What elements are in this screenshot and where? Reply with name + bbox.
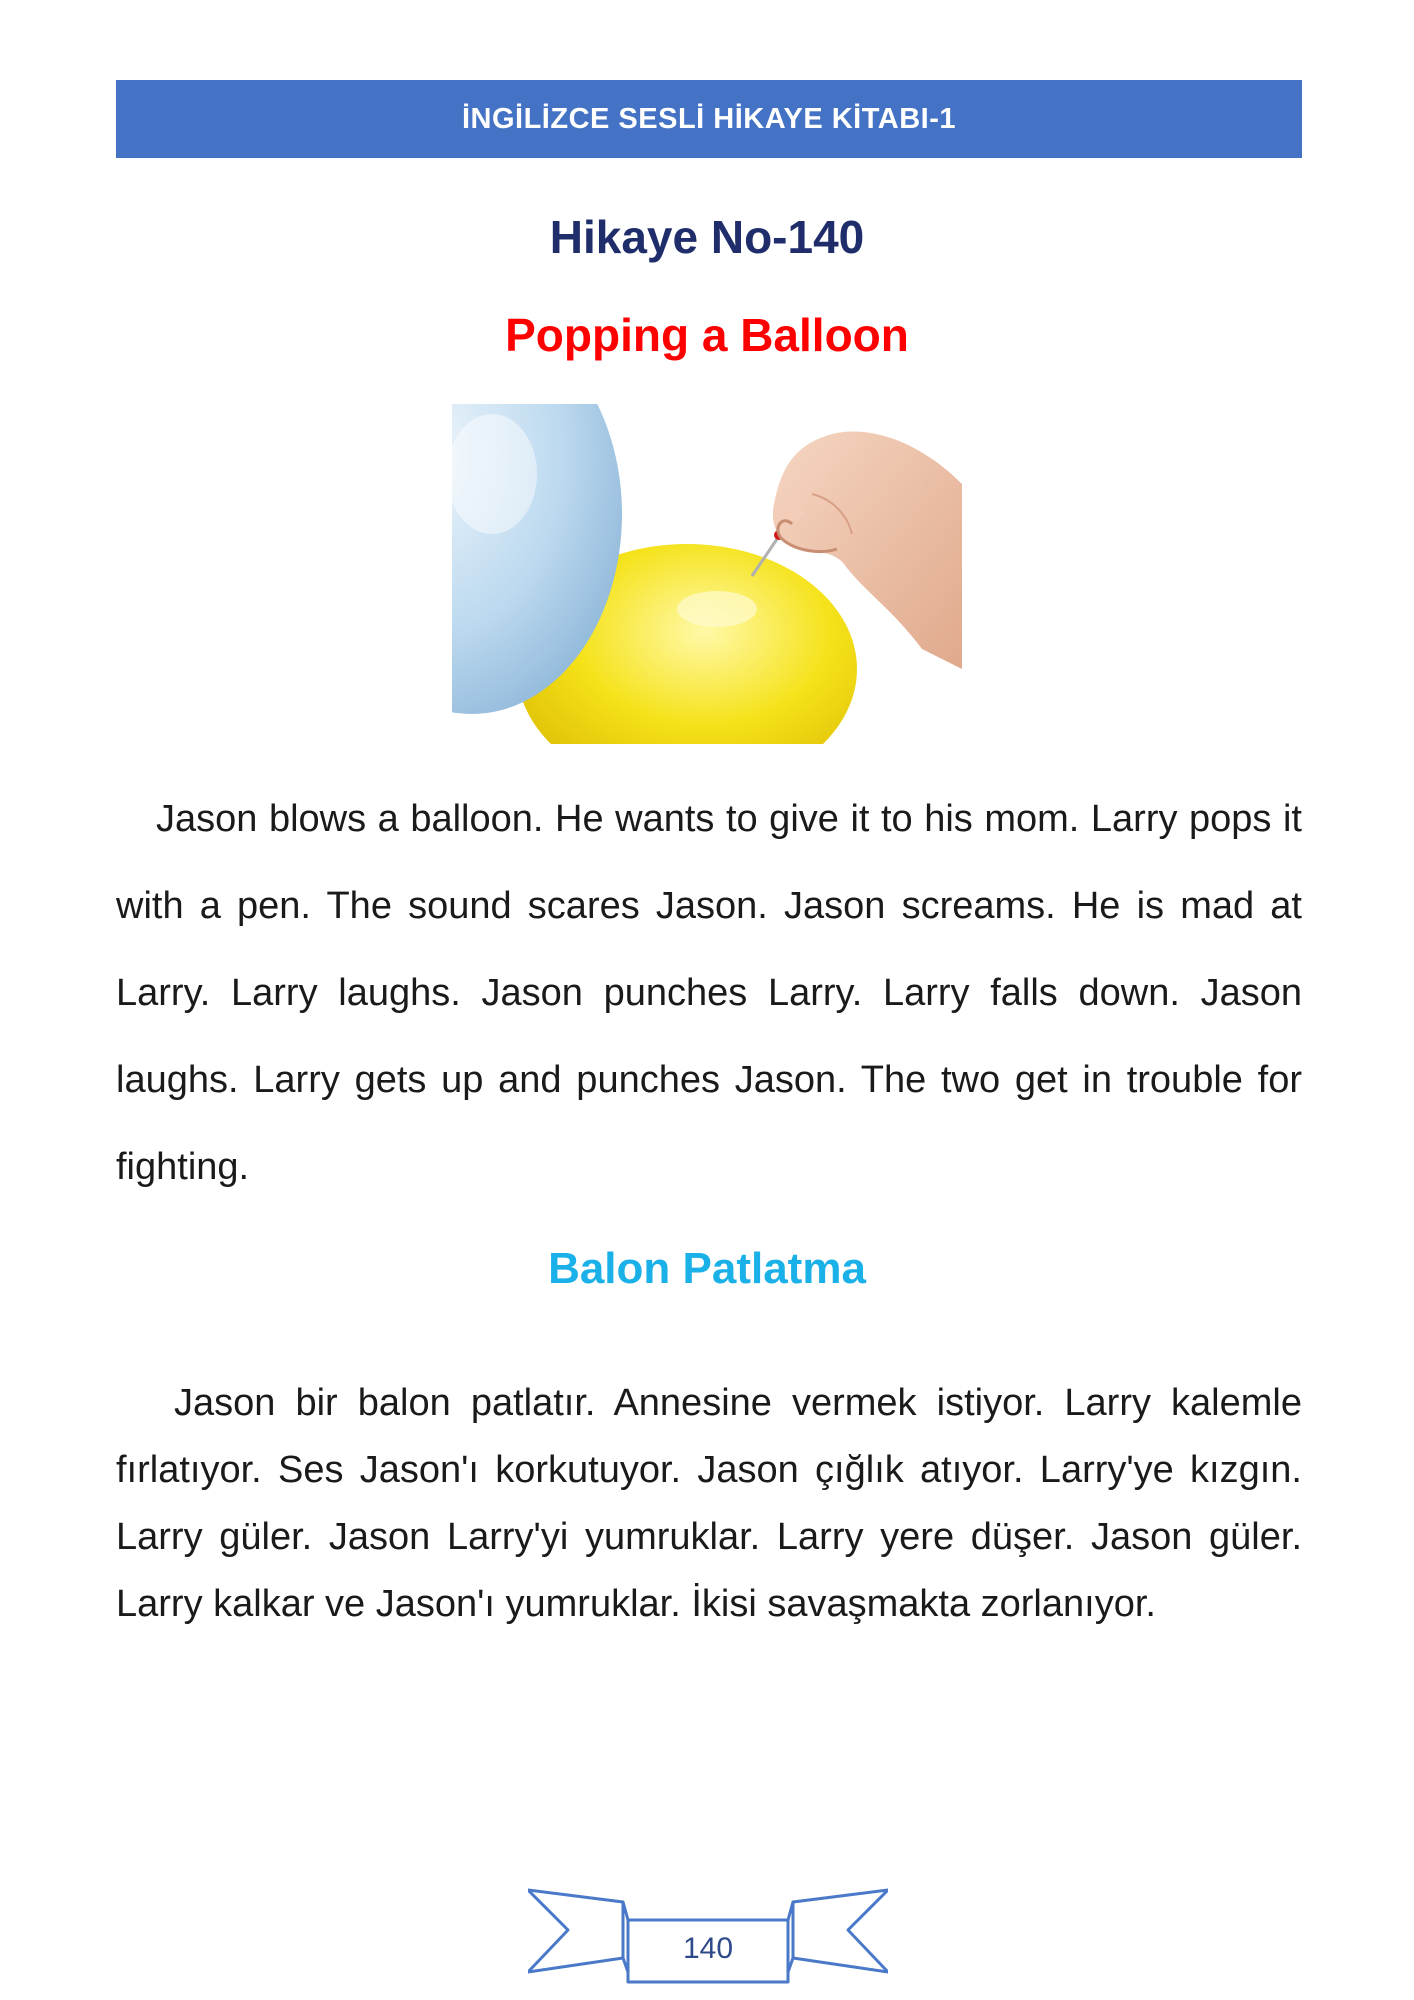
- header-band: [116, 80, 1302, 158]
- balloon-illustration: [452, 404, 962, 744]
- turkish-title: Balon Patlatma: [548, 1244, 866, 1293]
- page-number: 140: [682, 1932, 734, 1965]
- story-number: Hikaye No-140: [549, 211, 865, 263]
- turkish-story-text: Jason bir balon patlatır. Annesine vermek istiyor. Larry kalemle fırlatıyor. Ses Jason'ı korkutuyor. Jason çığlık atıyor. Larry'ye kızgın. Larry güler. Jason Larry'yi yumruklar. Larry yere düşer. Jason güler. Larry kalkar ve Jason'ı yumruklar. İkisi savaşmakta zorlanıyor.: [116, 1382, 1302, 1625]
- english-story-text: Jason blows a balloon. He wants to give it to his mom. Larry pops it with a pen. The sound scares Jason. Jason screams. He is mad at Larry. Larry laughs. Jason punches Larry. Larry falls down. Jason laughs. Larry gets up and punches Jason. The two get in trouble for fighting.: [116, 798, 1302, 1188]
- header-title: İNGİLİZCE SESLİ HİKAYE KİTABI-1: [461, 102, 957, 135]
- story-title: Popping a Balloon: [505, 309, 909, 361]
